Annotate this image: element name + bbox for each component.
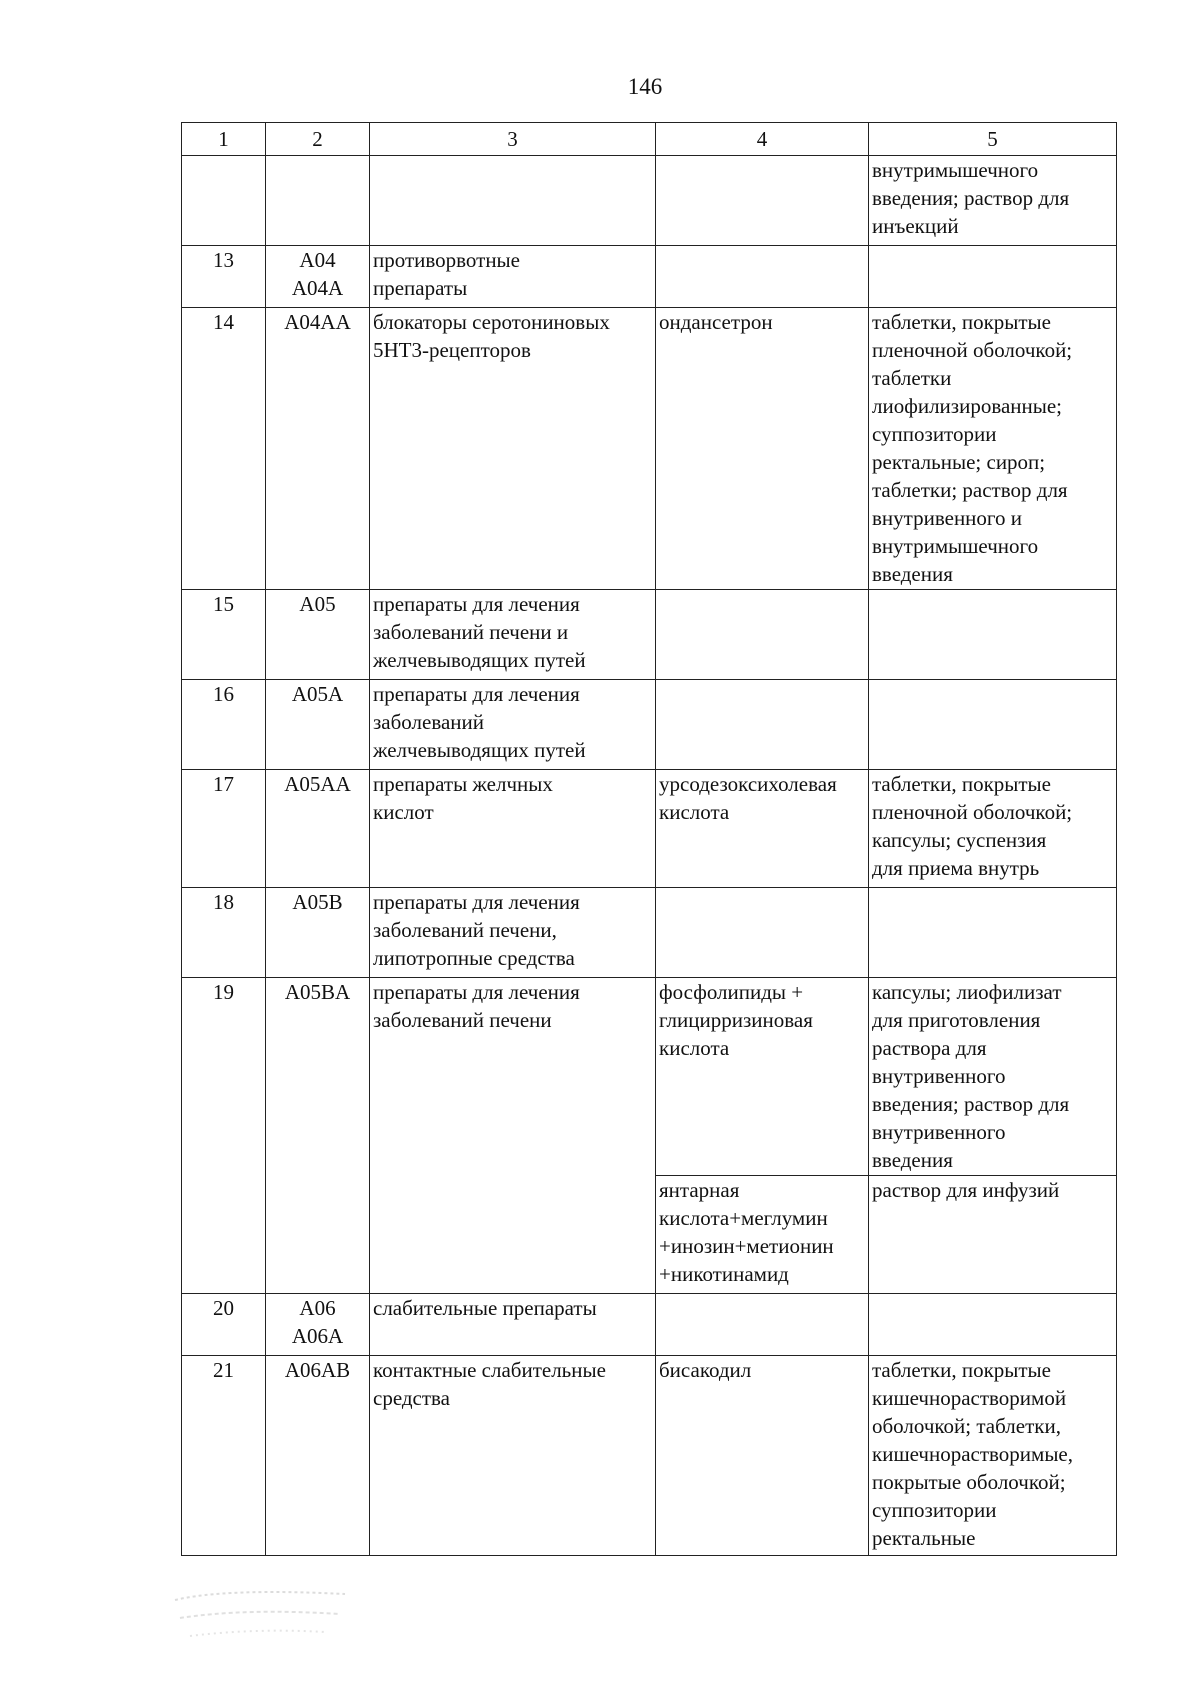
drug-name-cell [656,156,869,246]
row-number-cell: 18 [182,888,266,978]
group-name-cell: блокаторы серотониновых 5HT3-рецепторов [370,308,656,590]
group-name-cell: препараты желчных кислот [370,770,656,888]
drug-name-cell: янтарная кислота+меглумин +инозин+метионин +никотинамид [656,1176,869,1294]
row-number-cell: 16 [182,680,266,770]
column-header-3: 3 [370,123,656,156]
dosage-form-cell: таблетки, покрытые пленочной оболочкой; таблетки лиофилизированные; суппозитории ректальные; сироп; таблетки; раствор для внутривенного и внутримышечного введения [869,308,1117,590]
dosage-form-cell: внутримышечного введения; раствор для инъекций [869,156,1117,246]
dosage-form-cell: таблетки, покрытые кишечнорастворимой оболочкой; таблетки, кишечнорастворимые, покрытые оболочкой; суппозитории ректальные [869,1356,1117,1556]
row-number-cell: 20 [182,1294,266,1356]
row-number-cell: 13 [182,246,266,308]
column-header-1: 1 [182,123,266,156]
dosage-form-cell [869,1294,1117,1356]
drug-name-cell [656,680,869,770]
group-name-cell [370,156,656,246]
table-row [182,246,1117,308]
table-row [182,1356,1117,1556]
table-header-row [182,123,1117,156]
dosage-form-cell [869,888,1117,978]
group-name-cell: препараты для лечения заболеваний печени [370,978,656,1294]
group-name-cell: препараты для лечения заболеваний печени, липотропные средства [370,888,656,978]
table-row [182,1294,1117,1356]
dosage-form-cell [869,246,1117,308]
table-row [182,680,1117,770]
drug-name-cell: ондансетрон [656,308,869,590]
group-name-cell: противорвотные препараты [370,246,656,308]
table-row [182,590,1117,680]
atc-code-cell: A06 A06A [266,1294,370,1356]
column-header-5: 5 [869,123,1117,156]
page-number: 146 [627,74,663,99]
drug-name-cell: урсодезоксихолевая кислота [656,770,869,888]
column-header-4: 4 [656,123,869,156]
atc-code-cell: A05B [266,888,370,978]
dosage-form-cell: раствор для инфузий [869,1176,1117,1294]
table-row [182,156,1117,246]
drug-name-cell [656,246,869,308]
dosage-form-cell: капсулы; лиофилизат для приготовления раствора для внутривенного введения; раствор для внутривенного введения [869,978,1117,1176]
row-number-cell: 14 [182,308,266,590]
table-row [182,978,1117,1176]
atc-code-cell [266,156,370,246]
row-number-cell: 21 [182,1356,266,1556]
drug-name-cell: фосфолипиды + глицирризиновая кислота [656,978,869,1176]
group-name-cell: препараты для лечения заболеваний печени и желчевыводящих путей [370,590,656,680]
table-row [182,308,1117,590]
atc-code-cell: A05 [266,590,370,680]
atc-code-cell: A04AA [266,308,370,590]
drug-list-table [181,122,1117,1556]
group-name-cell: слабительные препараты [370,1294,656,1356]
row-number-cell: 15 [182,590,266,680]
row-number-cell [182,156,266,246]
atc-code-cell: A05A [266,680,370,770]
table-row [182,770,1117,888]
dosage-form-cell: таблетки, покрытые пленочной оболочкой; капсулы; суспензия для приема внутрь [869,770,1117,888]
dosage-form-cell [869,680,1117,770]
group-name-cell: препараты для лечения заболеваний желчевыводящих путей [370,680,656,770]
drug-name-cell [656,888,869,978]
table-row [182,888,1117,978]
faded-stamp-mark [165,1580,365,1660]
column-header-2: 2 [266,123,370,156]
row-number-cell: 17 [182,770,266,888]
atc-code-cell: A06AB [266,1356,370,1556]
row-number-cell: 19 [182,978,266,1294]
atc-code-cell: A05AA [266,770,370,888]
drug-name-cell [656,1294,869,1356]
dosage-form-cell [869,590,1117,680]
group-name-cell: контактные слабительные средства [370,1356,656,1556]
atc-code-cell: A05BA [266,978,370,1294]
drug-name-cell: бисакодил [656,1356,869,1556]
drug-name-cell [656,590,869,680]
atc-code-cell: A04 A04A [266,246,370,308]
